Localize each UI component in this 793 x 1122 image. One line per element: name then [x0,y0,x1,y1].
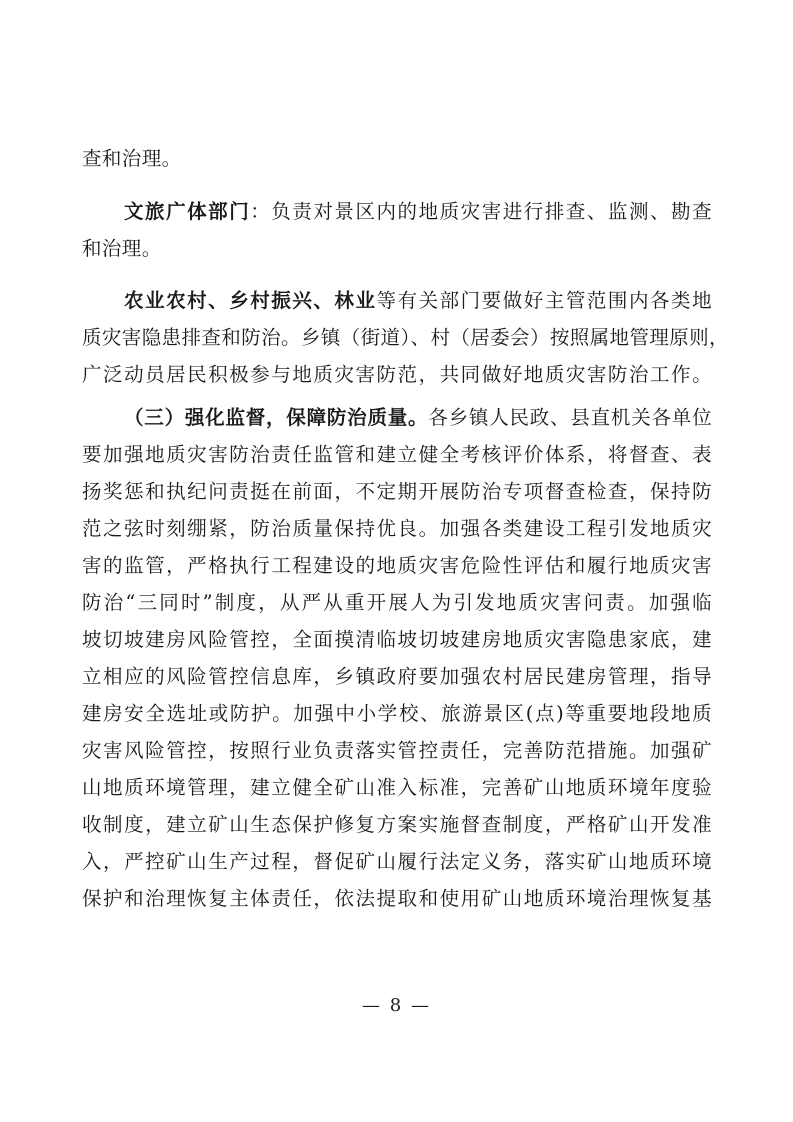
body-text: 害的监管，严格执行工程建设的地质灾害危险性评估和履行地质灾害 [82,554,712,577]
body-text: 立相应的风险管控信息库，乡镇政府要加强农村居民建房管理，指导 [82,665,712,688]
paragraph-4-line-1 [124,399,712,436]
body-text: ：负责对景区内的地质灾害进行排查、监测、勘查 [250,200,712,223]
paragraph-2-line-2 [82,230,712,267]
paragraph-1-line-1 [82,140,712,177]
body-text: 入，严控矿山生产过程，督促矿山履行法定义务，落实矿山地质环境 [82,850,712,873]
page-number: — 8 — [362,995,431,1016]
paragraph-4-line-14 [82,880,712,917]
paragraph-4-line-12 [82,806,712,843]
body-text: 山地质环境管理，建立健全矿山准入标准，完善矿山地质环境年度验 [82,776,712,799]
paragraph-4-line-11 [82,769,712,806]
paragraph-4-line-10 [82,732,712,769]
paragraph-4-line-2 [82,436,712,473]
body-text: 查和治理。 [82,147,182,170]
bold-heading-text: 农业农村、乡村振兴、林业 [124,289,377,312]
paragraph-3-line-3 [82,356,712,393]
body-text: 和治理。 [82,237,162,260]
paragraph-4-line-5 [82,547,712,584]
paragraph-3-line-1 [124,282,712,319]
body-text: 坡切坡建房风险管控，全面摸清临坡切坡建房地质灾害隐患家底，建 [82,628,712,651]
bold-heading-text: 文旅广体部门 [124,200,251,223]
bold-heading-text: （三）强化监督，保障防治质量。 [124,406,429,429]
paragraph-4-line-4 [82,510,712,547]
body-text: 等有关部门要做好主管范围内各类地 [376,289,712,312]
body-text: 要加强地质灾害防治责任监管和建立健全考核评价体系，将督查、表 [82,443,712,466]
paragraph-3-line-2 [82,319,729,356]
paragraph-4-line-13 [82,843,712,880]
paragraph-4-line-7 [82,621,712,658]
body-text: 建房安全选址或防护。加强中小学校、旅游景区(点)等重要地段地质 [82,702,712,725]
paragraph-4-line-3 [82,473,712,510]
paragraph-4-line-8 [82,658,712,695]
body-text: 质灾害隐患排查和防治。乡镇（街道）、村（居委会）按照属地管理原则， [82,326,729,349]
body-text: 各乡镇人民政、县直机关各单位 [428,406,712,429]
body-text: 扬奖惩和执纪问责挺在前面，不定期开展防治专项督查检查，保持防 [82,480,712,503]
body-text: 保护和治理恢复主体责任，依法提取和使用矿山地质环境治理恢复基 [82,887,712,910]
body-text: 广泛动员居民积极参与地质灾害防范，共同做好地质灾害防治工作。 [82,363,712,386]
body-text: 防治“三同时”制度，从严从重开展人为引发地质灾害问责。加强临 [82,591,712,614]
body-text: 范之弦时刻绷紧，防治质量保持优良。加强各类建设工程引发地质灾 [82,517,712,540]
body-text: 灾害风险管控，按照行业负责落实管控责任，完善防范措施。加强矿 [82,739,712,762]
paragraph-2-line-1 [124,193,712,230]
body-text: 收制度，建立矿山生态保护修复方案实施督查制度，严格矿山开发准 [82,813,712,836]
paragraph-4-line-9 [82,695,712,732]
paragraph-4-line-6 [82,584,712,621]
